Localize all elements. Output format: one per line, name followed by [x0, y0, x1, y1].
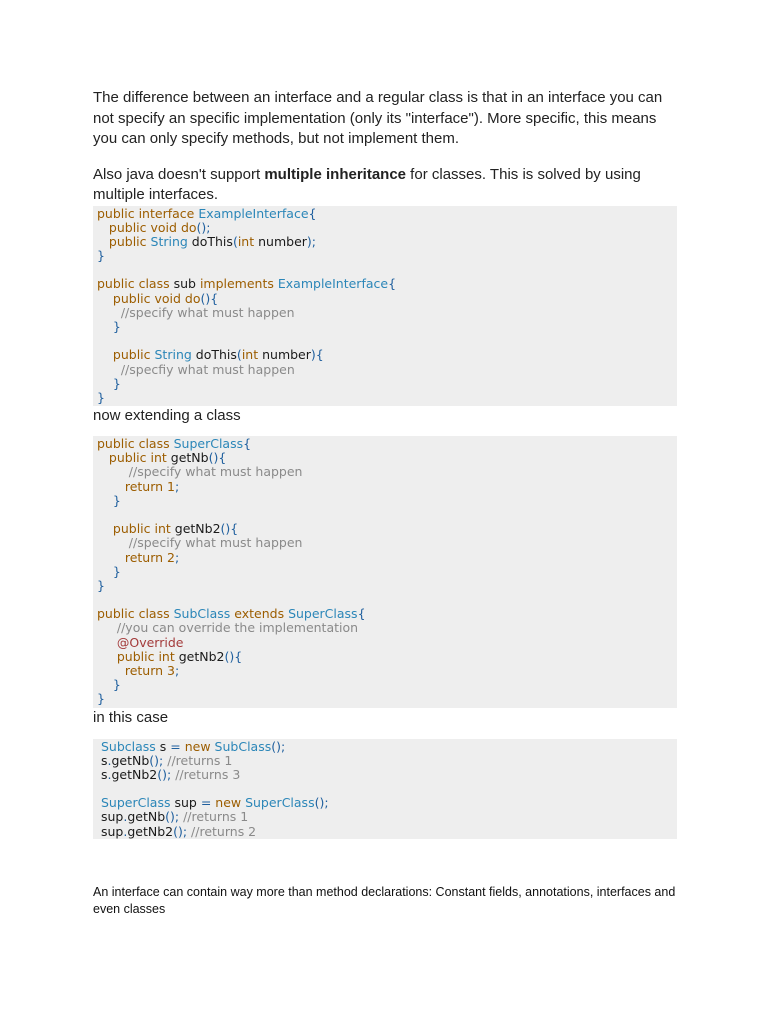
code-token: sup [97, 823, 124, 839]
code-token: ; [174, 478, 180, 494]
code-token: . [123, 823, 128, 839]
code-line [93, 391, 677, 405]
code-token: ; [174, 663, 180, 678]
code-line [93, 768, 677, 782]
code-token: s [97, 766, 108, 782]
code-token: public class [97, 606, 174, 622]
code-token: number [258, 233, 307, 249]
answer-body [93, 88, 677, 839]
code-line [93, 207, 677, 221]
code-token: SubClass [214, 738, 272, 754]
case-caption: in this case [93, 709, 169, 726]
code-token: s [97, 752, 108, 768]
code-token: public interface [97, 205, 199, 221]
code-token: . [107, 752, 112, 768]
code-token: 2 [167, 549, 175, 565]
code-token: (); [196, 219, 211, 235]
code-token: new [184, 738, 215, 754]
code-token: ); [306, 233, 316, 249]
code-block-usage [93, 739, 677, 839]
code-token [97, 620, 117, 635]
code-token: (){ [208, 450, 227, 466]
code-line [93, 740, 677, 754]
code-token: (); [149, 752, 168, 768]
code-token [97, 376, 113, 391]
code-token: ){ [310, 347, 324, 363]
code-line [93, 235, 677, 249]
code-line [93, 465, 677, 479]
code-token: getNb2 [127, 823, 174, 839]
code-token: } [97, 691, 105, 707]
code-token: (); [165, 809, 184, 825]
code-token: //specify what must happen [128, 535, 303, 551]
code-token: @Override [116, 634, 184, 650]
code-line [93, 377, 677, 391]
code-token [97, 479, 125, 494]
code-token: String [154, 347, 196, 363]
code-token: //specify what must happen [120, 304, 295, 320]
code-line [93, 825, 677, 839]
code-token: doThis [191, 233, 233, 249]
code-token: return [124, 663, 168, 678]
code-token: public class [97, 276, 174, 292]
code-token: //returns 1 [167, 752, 233, 768]
code-token: { [388, 276, 397, 292]
code-token: 1 [167, 478, 175, 494]
code-token [97, 305, 121, 320]
code-line [93, 678, 677, 692]
code-line [93, 593, 677, 607]
code-line [93, 782, 677, 796]
inheritance-text-end: for classes. This is solved by using multiple interfaces. [93, 165, 641, 203]
code-token: public void [108, 219, 181, 235]
code-token: } [112, 563, 121, 579]
code-line [93, 508, 677, 522]
code-token: SuperClass [100, 795, 175, 811]
code-token: getNb2 [178, 648, 225, 664]
code-token: s [159, 738, 171, 754]
code-token [97, 635, 117, 650]
code-token: number [262, 347, 311, 363]
code-token [97, 677, 113, 692]
code-line [93, 754, 677, 768]
code-token [97, 550, 125, 565]
code-token: doThis [195, 347, 237, 363]
code-token: } [112, 492, 121, 508]
code-line [93, 363, 677, 377]
code-token [97, 347, 113, 362]
code-token: { [357, 606, 366, 622]
code-token: sup [97, 809, 124, 825]
code-token: getNb [170, 450, 209, 466]
code-token: public [112, 347, 155, 363]
code-token: //specfiy what must happen [120, 361, 295, 377]
code-line [93, 480, 677, 494]
code-token: public int [108, 450, 171, 466]
code-token [97, 291, 113, 306]
code-line [93, 621, 677, 635]
code-line [93, 320, 677, 334]
code-token: ExampleInterface [198, 205, 309, 221]
code-token: int [241, 347, 263, 363]
code-token: extends [234, 606, 289, 622]
code-token: implements [199, 276, 278, 292]
code-token: } [112, 319, 121, 334]
code-token: getNb2 [174, 521, 221, 537]
code-token: return [124, 549, 168, 565]
code-token: do [180, 219, 197, 235]
code-token: { [308, 205, 317, 221]
code-token: = [170, 738, 185, 754]
code-token: //returns 2 [191, 823, 257, 839]
code-token: { [243, 436, 252, 451]
code-token: public int [112, 521, 175, 537]
code-token: public int [116, 648, 179, 664]
code-token: sup [174, 795, 201, 811]
code-token [97, 450, 109, 465]
code-line [93, 810, 677, 824]
code-token: new [215, 795, 246, 811]
code-token: public void [112, 290, 185, 306]
code-token: } [97, 389, 105, 405]
code-token: do [184, 290, 201, 306]
code-token: } [97, 577, 105, 593]
code-line [93, 565, 677, 579]
code-line [93, 306, 677, 320]
code-token: . [123, 809, 128, 825]
code-token [97, 493, 113, 508]
code-token [97, 521, 113, 536]
code-line [93, 536, 677, 550]
code-token: SubClass [173, 606, 235, 622]
code-token: ( [236, 347, 242, 363]
code-line [93, 494, 677, 508]
code-token: Subclass [100, 738, 160, 754]
code-token: String [150, 233, 192, 249]
code-line [93, 348, 677, 362]
code-line [93, 607, 677, 621]
code-line [93, 551, 677, 565]
code-line [93, 796, 677, 810]
code-token [97, 220, 109, 235]
code-line [93, 292, 677, 306]
code-token [97, 319, 113, 334]
code-token: public [108, 233, 151, 249]
code-line [93, 451, 677, 465]
code-token [97, 649, 117, 664]
intro-paragraph: The difference between an interface and a regular class is that in an interface you can not specify an specific implementation (only its "interface"). More specific, this means you can only specify methods, but not implement them. [93, 89, 663, 147]
code-token: getNb2 [111, 766, 158, 782]
code-token: ; [174, 549, 180, 565]
code-token [97, 234, 109, 249]
code-line [93, 579, 677, 593]
code-line [93, 334, 677, 348]
code-token: sub [173, 276, 200, 292]
code-token: //you can override the implementation [116, 620, 359, 636]
code-token: int [237, 233, 259, 249]
code-token: (); [271, 738, 286, 754]
code-token: SuperClass [288, 606, 358, 622]
code-token: 3 [167, 663, 175, 678]
code-line [93, 221, 677, 235]
code-block-extending [93, 436, 677, 708]
code-line [93, 664, 677, 678]
code-line [93, 692, 677, 706]
extending-caption: now extending a class [93, 406, 241, 424]
code-token: (){ [200, 290, 219, 306]
code-line [93, 522, 677, 536]
code-line [93, 263, 677, 277]
inheritance-bold: multiple inheritance [264, 165, 407, 183]
code-token: (); [314, 795, 329, 811]
code-line [93, 437, 677, 451]
code-line [93, 636, 677, 650]
code-token: (); [157, 766, 176, 782]
code-token [97, 535, 129, 550]
code-token: getNb [111, 752, 150, 768]
code-token: } [97, 248, 105, 264]
code-token: SuperClass [245, 795, 315, 811]
code-token: public class [97, 436, 174, 451]
code-token: = [200, 795, 216, 811]
code-token [97, 663, 125, 678]
code-line [93, 650, 677, 664]
code-token: (){ [220, 521, 239, 537]
code-token: ExampleInterface [277, 276, 389, 292]
code-token: (){ [224, 648, 243, 664]
code-token: return [124, 478, 168, 494]
code-token: //returns 1 [183, 809, 249, 825]
code-token: //returns 3 [175, 766, 241, 782]
code-token: ( [232, 233, 238, 249]
code-line [93, 277, 677, 291]
code-token: //specify what must happen [128, 464, 303, 480]
code-token: } [112, 677, 121, 693]
code-block-interface [93, 206, 677, 406]
code-token: } [112, 375, 121, 391]
inheritance-text-start: Also java doesn't support [93, 165, 265, 183]
code-token: . [107, 766, 112, 782]
code-line [93, 249, 677, 263]
code-token: (); [173, 823, 192, 839]
code-token [97, 362, 121, 377]
code-token: SuperClass [173, 436, 244, 451]
code-token [97, 464, 129, 479]
code-token [97, 564, 113, 579]
footer-note: An interface can contain way more than method declarations: Constant fields, annotations, interfaces and even classes [93, 885, 676, 916]
code-token: getNb [127, 809, 166, 825]
inheritance-paragraph [93, 165, 677, 206]
